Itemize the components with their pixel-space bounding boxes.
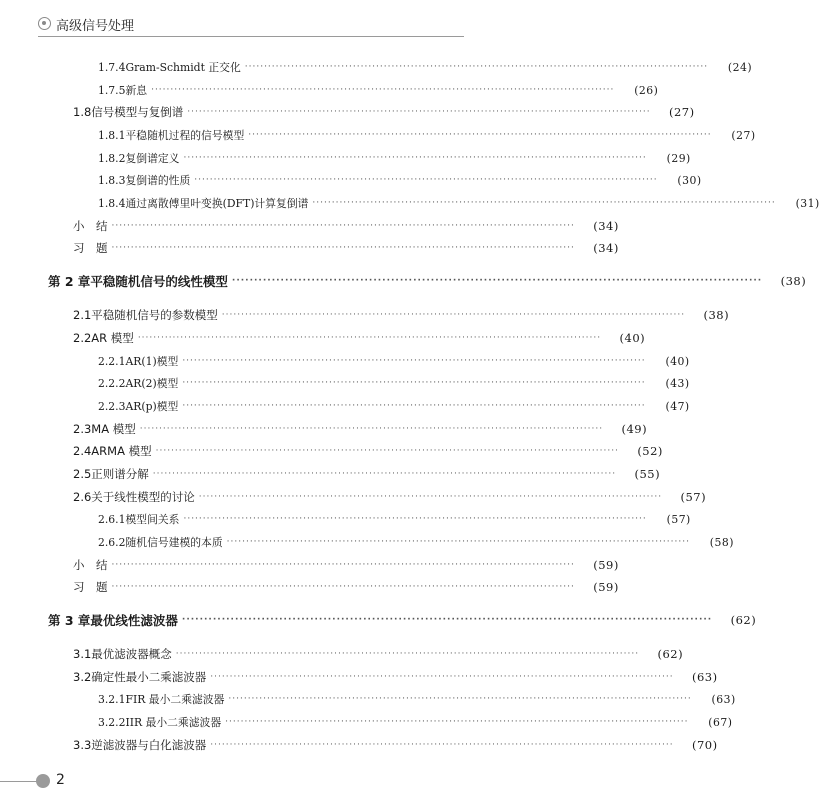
toc-entry-page: (31) (795, 196, 820, 210)
toc-leader-dots: ························································································································ (175, 649, 640, 659)
toc-entry-title: AR 模型 (91, 331, 134, 345)
toc-entry-title: 平稳随机信号的参数模型 (91, 308, 218, 322)
toc-entry (98, 193, 820, 213)
toc-entry-title: 通过离散傅里叶变换(DFT)计算复倒谱 (125, 196, 309, 210)
toc-entry-title: Gram-Schmidt 正交化 (125, 60, 241, 74)
toc-entry-title: 小 结 (73, 558, 108, 572)
toc-entry-title: 小 结 (73, 219, 108, 233)
toc-entry-page: (34) (593, 241, 619, 255)
toc-entry-title: 信号模型与复倒谱 (91, 105, 184, 119)
toc-entry (73, 305, 730, 325)
toc-entry-title: AR(2)模型 (125, 376, 179, 390)
toc-entry-number: 2.3 (73, 422, 92, 436)
toc-entry-title: 习 题 (73, 580, 108, 594)
toc-entry-number: 2.2.2 (98, 376, 126, 390)
toc-entry (98, 712, 733, 732)
toc-entry-page: (57) (666, 512, 691, 526)
toc-entry-page: (43) (665, 376, 690, 390)
toc-entry-title: 确定性最小二乘滤波器 (91, 670, 207, 684)
toc-entry (73, 667, 718, 687)
toc-leader-dots: ························································································································ (194, 175, 658, 185)
toc-leader-dots: ························································································································ (139, 424, 604, 434)
toc-leader-dots: ························································································································ (182, 356, 646, 366)
toc-entry (73, 487, 707, 507)
toc-entry (98, 396, 690, 416)
toc-entry-page: (24) (727, 60, 753, 74)
toc-entry-page: (52) (637, 444, 663, 458)
toc-entry-number: 2.6 (73, 490, 92, 504)
toc-entry-number: 3.2.1 (98, 692, 126, 706)
toc-leader-dots: ························································································································ (111, 582, 575, 592)
toc-leader-dots: ························································································································ (182, 378, 646, 388)
toc-entry-number: 3.1 (73, 647, 92, 661)
toc-entry-title: 平稳随机信号的线性模型 (90, 274, 228, 289)
toc-entry-title: 复倒谱的性质 (125, 173, 191, 187)
toc-entry-page: (63) (711, 692, 736, 706)
toc-entry-page: (67) (708, 715, 733, 729)
toc-leader-dots: ························································································································ (228, 694, 692, 704)
toc-entry-page: (62) (657, 647, 684, 661)
toc-entry (98, 80, 659, 100)
toc-entry (98, 532, 734, 552)
toc-leader-dots: ························································································································ (183, 514, 647, 524)
toc-entry-page: (70) (692, 738, 718, 752)
toc-entry (73, 464, 661, 484)
toc-entry-number: 第 3 章 (48, 613, 91, 628)
toc-leader-dots: ························································································································ (198, 492, 663, 502)
toc-entry (73, 238, 619, 258)
toc-entry-page: (49) (621, 422, 648, 436)
toc-entry-number: 1.7.5 (98, 83, 126, 97)
toc-entry (73, 555, 619, 575)
toc-entry-title: 习 题 (73, 241, 108, 255)
toc-entry-page: (38) (703, 308, 730, 322)
toc-entry-number: 3.3 (73, 738, 92, 752)
toc-entry-title: ARMA 模型 (91, 444, 152, 458)
toc-entry-page: (27) (669, 105, 695, 119)
toc-entry-number: 2.2 (73, 331, 92, 345)
toc-entry-number: 第 2 章 (48, 274, 91, 289)
toc-entry (73, 577, 619, 597)
toc-entry-title: 最优滤波器概念 (91, 647, 172, 661)
toc-entry-title: AR(1)模型 (125, 354, 179, 368)
toc-entry-number: 1.8.2 (98, 151, 126, 165)
toc-entry-number: 3.2 (73, 670, 92, 684)
toc-entry-title: 关于线性模型的讨论 (91, 490, 195, 504)
toc-leader-dots: ························································································································ (152, 469, 617, 479)
toc-entry-title: MA 模型 (91, 422, 136, 436)
toc-entry-page: (57) (680, 490, 707, 504)
page-footer (0, 760, 500, 800)
toc-entry-number: 1.8 (73, 105, 92, 119)
footer-rule (0, 781, 38, 782)
toc-entry-page: (59) (593, 558, 619, 572)
toc-leader-dots: ························································································································ (210, 672, 674, 682)
toc-entry-page: (40) (619, 331, 646, 345)
toc-entry-number: 1.8.4 (98, 196, 126, 210)
toc-entry (48, 271, 807, 291)
toc-leader-dots: ························································································································ (111, 243, 575, 253)
footer-dot-icon (36, 774, 50, 788)
header-rule (38, 36, 464, 37)
toc-entry-page: (30) (677, 173, 702, 187)
running-title: 高级信号处理 (56, 19, 135, 34)
page-number: 2 (56, 772, 65, 788)
toc-entry-page: (26) (634, 83, 659, 97)
toc-leader-dots: ························································································································ (111, 560, 575, 570)
toc-entry-number: 2.1 (73, 308, 92, 322)
toc-entry (73, 441, 663, 461)
toc-leader-dots: ························································································································ (210, 740, 674, 750)
toc-entry-title: 逆滤波器与白化滤波器 (91, 738, 207, 752)
toc-leader-dots: ························································································································ (151, 85, 615, 95)
toc-leader-dots: ························································································································ (111, 221, 575, 231)
toc-entry (73, 328, 646, 348)
toc-entry-number: 2.6.2 (98, 535, 126, 549)
toc-leader-dots: ························································································································ (181, 615, 713, 625)
toc-entry (73, 735, 718, 755)
toc-entry-page: (40) (665, 354, 690, 368)
toc-entry-page: (29) (666, 151, 691, 165)
toc-entry (73, 216, 619, 236)
toc-entry (73, 644, 684, 664)
header-circle-icon (38, 17, 51, 30)
toc-entry-page: (58) (709, 535, 734, 549)
toc-entry (98, 689, 736, 709)
toc-entry (48, 610, 757, 630)
toc-entry-page: (59) (593, 580, 619, 594)
toc-entry-number: 1.8.3 (98, 173, 126, 187)
toc-entry-number: 1.7.4 (98, 60, 126, 74)
toc-entry-page: (38) (780, 274, 807, 288)
toc-entry-title: 随机信号建模的本质 (125, 535, 223, 549)
toc-leader-dots: ························································································································ (231, 276, 763, 286)
toc-entry (98, 148, 691, 168)
toc-leader-dots: ························································································································ (137, 333, 602, 343)
toc-entry-title: 模型间关系 (125, 512, 180, 526)
toc-entry-page: (47) (665, 399, 690, 413)
toc-entry (98, 125, 756, 145)
toc-entry (98, 509, 691, 529)
toc-entry-page: (27) (731, 128, 756, 142)
toc-entry-number: 3.2.2 (98, 715, 126, 729)
toc-entry-number: 2.5 (73, 467, 92, 481)
toc-entry (98, 351, 690, 371)
toc-leader-dots: ························································································································ (244, 62, 709, 72)
toc-leader-dots: ························································································································ (225, 717, 689, 727)
toc-entry-title: FIR 最小二乘滤波器 (125, 692, 225, 706)
toc-leader-dots: ························································································································ (182, 401, 646, 411)
toc-entry-page: (34) (593, 219, 619, 233)
toc-entry-title: 复倒谱定义 (125, 151, 180, 165)
toc-leader-dots: ························································································································ (155, 446, 619, 456)
toc-entry-page: (55) (634, 467, 661, 481)
page-header (0, 0, 500, 40)
toc-entry (73, 102, 695, 122)
toc-entry-number: 2.4 (73, 444, 92, 458)
toc-leader-dots: ························································································································ (187, 107, 651, 117)
toc-entry-number: 2.2.1 (98, 354, 126, 368)
toc-leader-dots: ························································································································ (183, 153, 647, 163)
toc-entry-title: 最优线性滤波器 (90, 613, 178, 628)
toc-entry (98, 373, 690, 393)
toc-entry-number: 1.8.1 (98, 128, 126, 142)
toc-leader-dots: ························································································································ (312, 198, 776, 208)
toc-entry-title: AR(p)模型 (125, 399, 179, 413)
toc-leader-dots: ························································································································ (248, 130, 712, 140)
toc-entry-page: (63) (692, 670, 718, 684)
toc-entry (98, 170, 702, 190)
toc-entry-title: IIR 最小二乘滤波器 (125, 715, 222, 729)
toc-leader-dots: ························································································································ (226, 537, 690, 547)
toc-entry-page: (62) (730, 613, 757, 627)
toc-entry-number: 2.6.1 (98, 512, 126, 526)
toc-entry-title: 新息 (125, 83, 148, 97)
toc-leader-dots: ························································································································ (221, 310, 686, 320)
toc-entry-number: 2.2.3 (98, 399, 126, 413)
toc-entry-title: 平稳随机过程的信号模型 (125, 128, 245, 142)
toc-entry (73, 419, 648, 439)
toc-entry-title: 正则谱分解 (91, 467, 149, 481)
toc-entry (98, 57, 753, 77)
